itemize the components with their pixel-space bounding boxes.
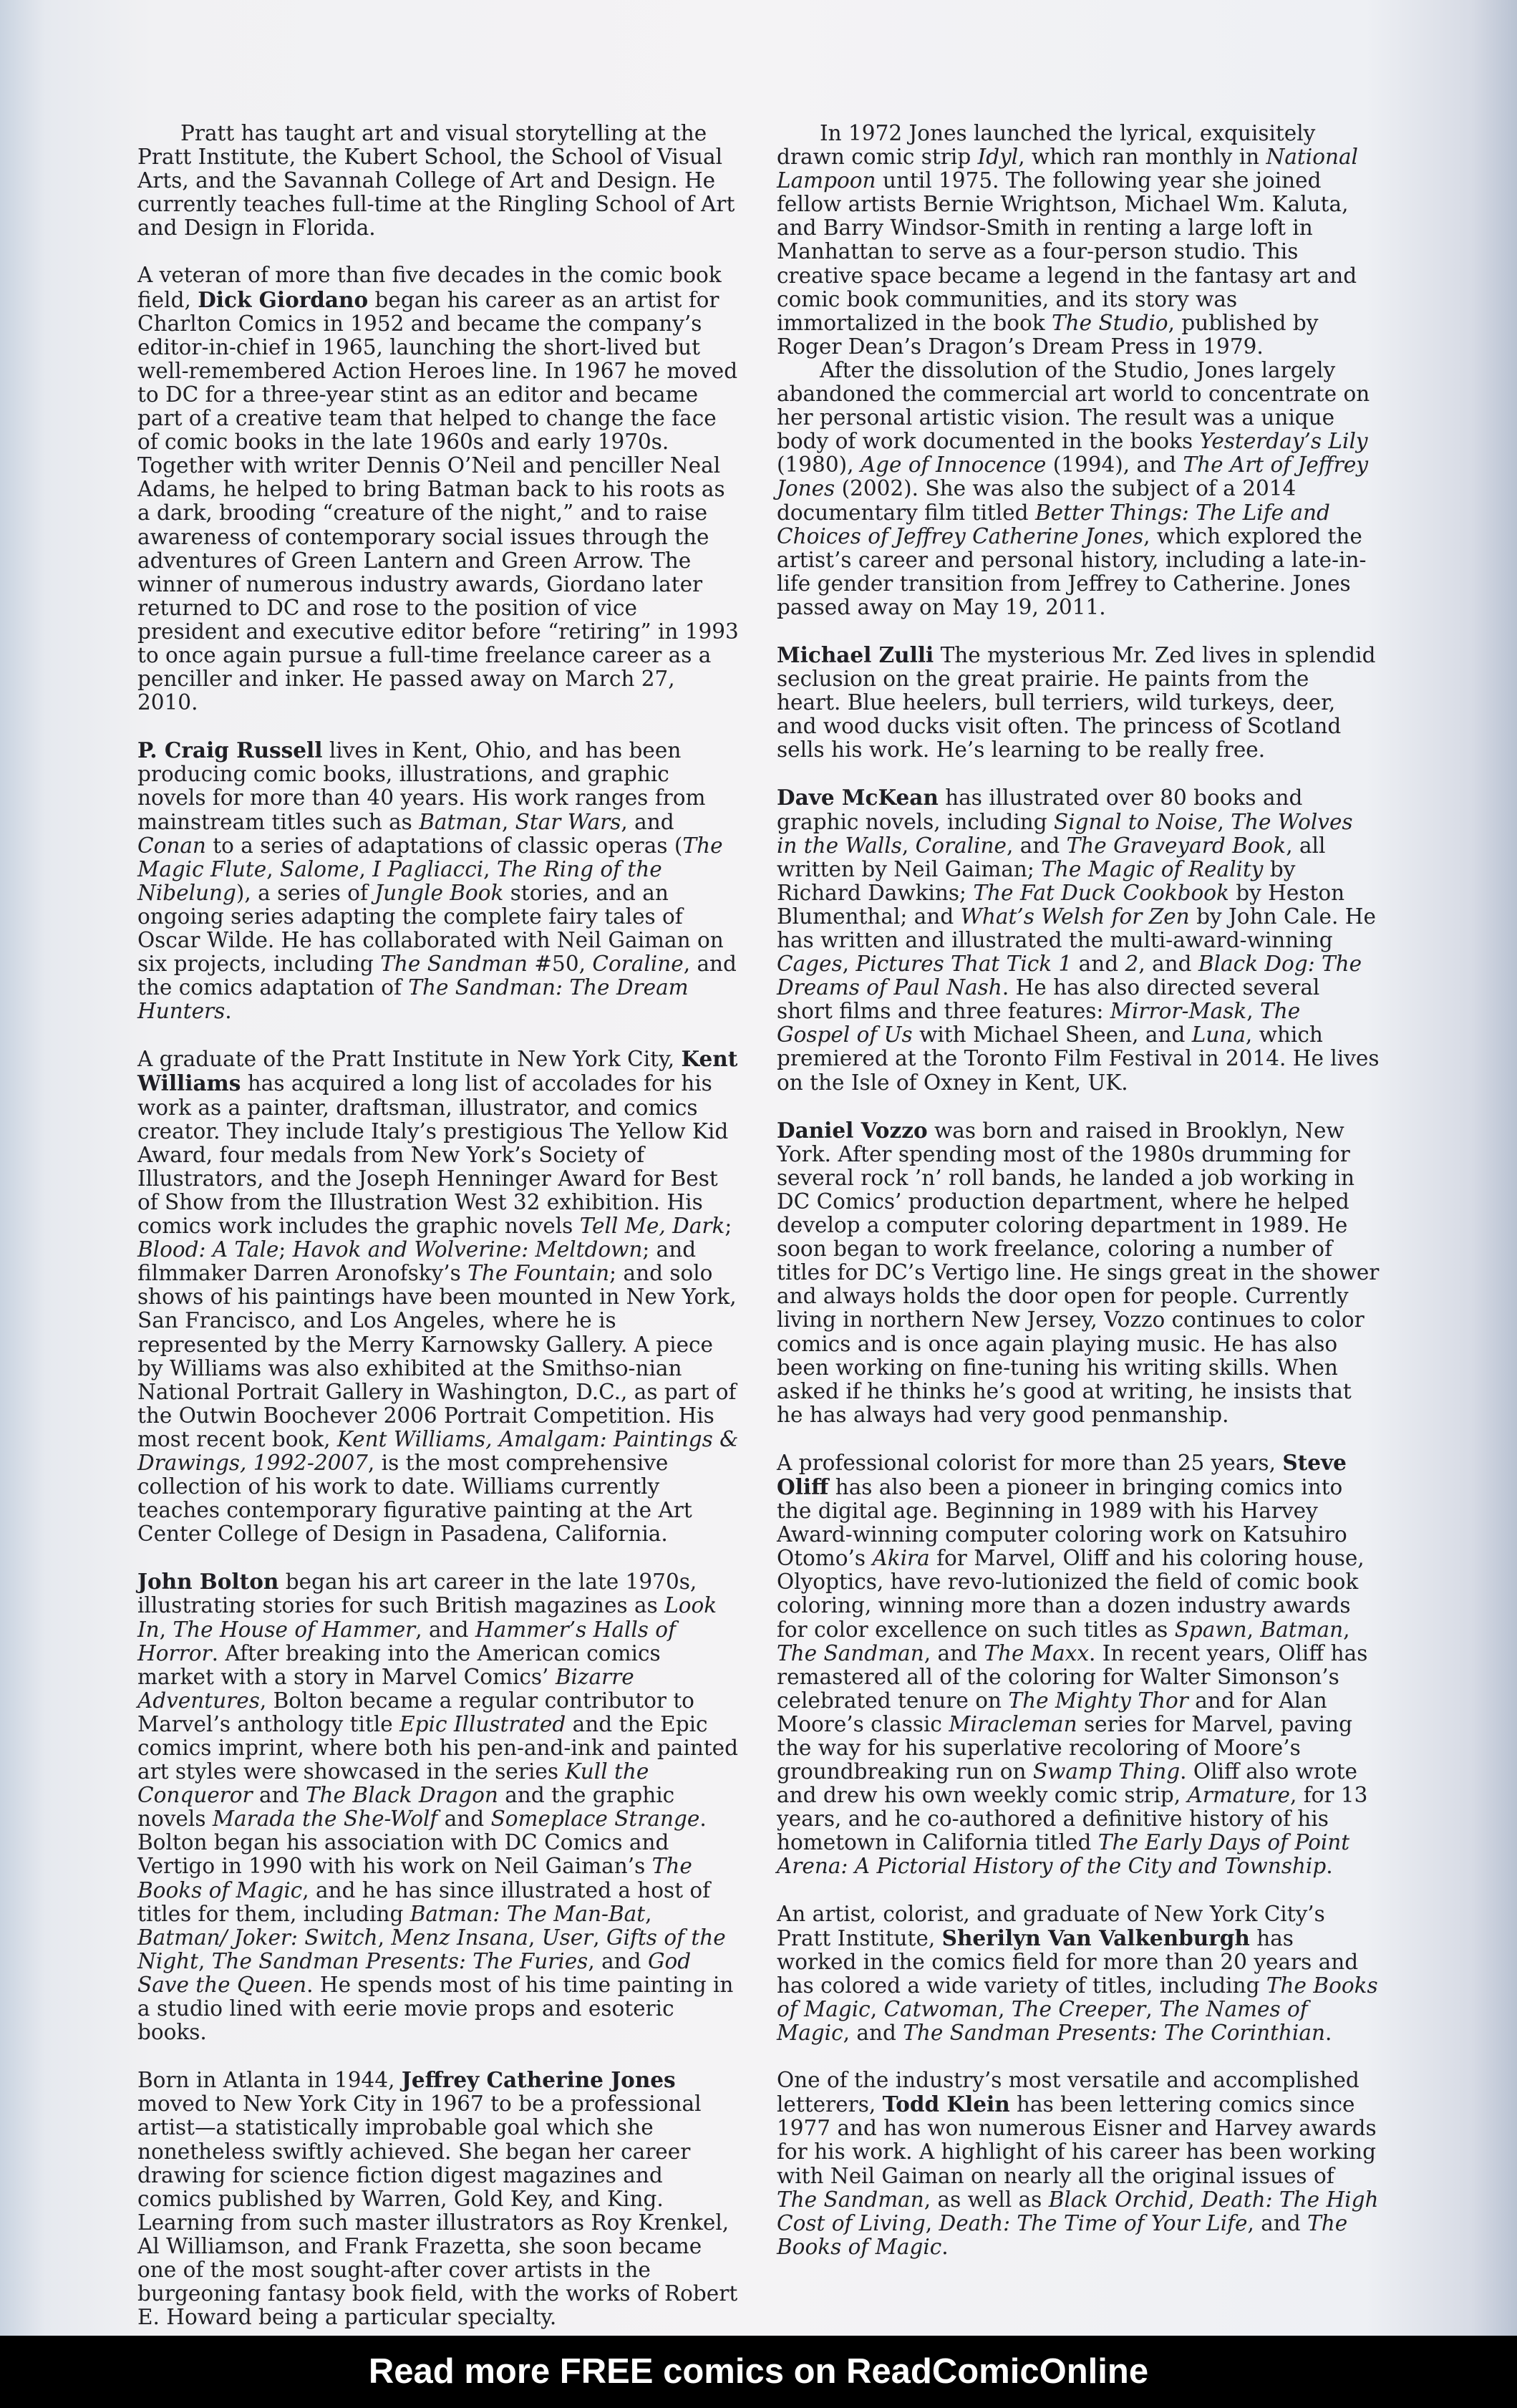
bio-todd-klein: One of the industry’s most versatile and accomplished letterers, Todd Klein has been lettering comics since 1977 and has won numerous Eisner and Harvey awards for his work. A highlight of his career has been working with Neil Gaiman on nearly all the original issues of The Sandman, as well as Black Orchid, Death: The High Cost of Living, Death: The Time of Your Life, and The Books of Magic.: [777, 2068, 1379, 2259]
bio-dick-giordano: A veteran of more than five decades in the comic book field, Dick Giordano began his career as an artist for Charlton Comics in 1952 and became the company’s editor-in-chief in 1965, launching the short-lived but well-remembered Action Heroes line. In 1967 he moved to DC for a three-year stint as an editor and became part of a creative team that helped to change the face of comic books in the late 1960s and early 1970s. Together with writer Dennis O’Neil and penciller Neal Adams, he helped to bring Batman back to his roots as a dark, brooding “creature of the night,” and to raise awareness of contemporary social issues through the adventures of Green Lantern and Green Arrow. The winner of numerous industry awards, Giordano later returned to DC and rose to the position of vice president and executive editor before “retiring” in 1993 to once again pursue a full-time freelance career as a penciller and inker. He passed away on March 27, 2010.: [137, 263, 739, 715]
name-daniel-vozzo: Daniel Vozzo: [777, 1117, 928, 1143]
bio-john-bolton: John Bolton began his art career in the late 1970s, illustrating stories for such British magazines as Look In, The House of Hammer, and Hammer’s Halls of Horror. After breaking into the American comics market with a story in Marvel Comics’ Bizarre Adventures, Bolton became a regular contributor to Marvel’s anthology title Epic Illustrated and the Epic comics imprint, where both his pen-and-ink and painted art styles were showcased in the series Kull the Conqueror and The Black Dragon and the graphic novels Marada the She-Wolf and Someplace Strange. Bolton began his association with DC Comics and Vertigo in 1990 with his work on Neil Gaiman’s The Books of Magic, and he has since illustrated a host of titles for them, including Batman: The Man-Bat, Batman/ Joker: Switch, Menz Insana, User, Gifts of the Night, The Sandman Presents: The Furies, and God Save the Queen. He spends most of his time painting in a studio lined with eerie movie props and esoteric books.: [137, 1569, 739, 2045]
bio-sherilyn-van-valkenburgh: An artist, colorist, and graduate of New York City’s Pratt Institute, Sherilyn Van Valkenburgh has worked in the comics field for more than 20 years and has colored a wide variety of titles, including The Books of Magic, Catwoman, The Creeper, The Names of Magic, and The Sandman Presents: The Corinthian.: [777, 1901, 1378, 2046]
bio-daniel-vozzo: Daniel Vozzo was born and raised in Brooklyn, New York. After spending most of the 1980s drumming for several rock ’n’ roll bands, he landed a job working in DC Comics’ production department, where he helped develop a computer coloring department in 1989. He soon began to work freelance, coloring a number of titles for DC’s Vertigo line. He sings great in the shower and always holds the door open for people. Currently living in northern New Jersey, Vozzo continues to color comics and is once again playing music. He has also been working on fine-tuning his writing skills. When asked if he thinks he’s good at writing, he insists that he has always had very good penmanship.: [777, 1117, 1380, 1427]
name-dave-mckean: Dave McKean: [777, 785, 939, 811]
name-steve-oliff: Steve Oliff: [777, 1449, 1347, 1499]
bio-p-craig-russell: P. Craig Russell lives in Kent, Ohio, and has been producing comic books, illustrations, and graphic novels for more than 40 years. His work ranges from mainstream titles such as Batman, Star Wars, and Conan to a series of adaptations of classic operas (The Magic Flute, Salome, I Pagliacci, The Ring of the Nibelung), a series of Jungle Book stories, and an ongoing series adapting the complete fairy tales of Oscar Wilde. He has collaborated with Neil Gaiman on six projects, including The Sandman #50, Coraline, and the comics adaptation of The Sandman: The Dream Hunters.: [137, 738, 737, 1024]
name-jeffrey-catherine-jones: Jeffrey Catherine Jones: [401, 2067, 676, 2093]
bio-dave-mckean: Dave McKean has illustrated over 80 books and graphic novels, including Signal to Noise, The Wolves in the Walls, Coraline, and The Graveyard Book, all written by Neil Gaiman; The Magic of Reality by Richard Dawkins; The Fat Duck Cookbook by Heston Blumenthal; and What’s Welsh for Zen by John Cale. He has written and illustrated the multi-award-winning Cages, Pictures That Tick 1 and 2, and Black Dog: The Dreams of Paul Nash. He has also directed several short films and three features: Mirror-Mask, The Gospel of Us with Michael Sheen, and Luna, which premiered at the Toronto Film Festival in 2014. He lives on the Isle of Oxney in Kent, UK.: [777, 785, 1380, 1095]
footer-text[interactable]: Read more FREE comics on ReadComicOnline: [368, 2352, 1149, 2391]
left-column: [137, 122, 740, 2329]
bio-steve-oliff: A professional colorist for more than 25 years, Steve Oliff has also been a pioneer in bringing comics into the digital age. Beginning in 1989 with his Harvey Award-winning computer coloring work on Katsuhiro Otomo’s Akira for Marvel, Oliff and his coloring house, Olyoptics, have revo-lutionized the field of comic book coloring, winning more than a dozen industry awards for color excellence on such titles as Spawn, Batman, The Sandman, and The Maxx. In recent years, Oliff has remastered all of the coloring for Walter Simonson’s celebrated tenure on The Mighty Thor and for Alan Moore’s classic Miracleman series for Marvel, paving the way for his superlative recoloring of Moore’s groundbreaking run on Swamp Thing. Oliff also wrote and drew his own weekly comic strip, Armature, for 13 years, and he co-authored a definitive history of his hometown in California titled The Early Days of Point Arena: A Pictorial History of the City and Township.: [777, 1449, 1368, 1879]
name-dick-giordano: Dick Giordano: [198, 286, 369, 312]
bio-kent-williams: A graduate of the Pratt Institute in New York City, Kent Williams has acquired a long list of accolades for his work as a painter, draftsman, illustrator, and comics creator. They include Italy’s prestigious The Yellow Kid Award, four medals from New York’s Society of Illustrators, and the Joseph Henninger Award for Best of Show from the Illustration West 32 exhibition. His comics work includes the graphic novels Tell Me, Dark; Blood: A Tale; Havok and Wolverine: Meltdown; and filmmaker Darren Aronofsky’s The Fountain; and solo shows of his paintings have been mounted in New York, San Francisco, and Los Angeles, where he is represented by the Merry Karnowsky Gallery. A piece by Williams was also exhibited at the Smithso-nian National Portrait Gallery in Washington, D.C., as part of the Outwin Boochever 2006 Portrait Competition. His most recent book, Kent Williams, Amalgam: Paintings & Drawings, 1992-2007, is the most comprehensive collection of his work to date. Williams currently teaches contemporary figurative painting at the Art Center College of Design in Pasadena, California.: [137, 1046, 739, 1547]
name-kent-williams: Kent Williams: [137, 1046, 738, 1096]
name-sherilyn-van-valkenburgh: Sherilyn Van Valkenburgh: [941, 1925, 1250, 1950]
name-john-bolton: John Bolton: [137, 1569, 279, 1595]
name-michael-zulli: Michael Zulli: [777, 642, 934, 667]
bio-jones-continued-2: After the dissolution of the Studio, Jones largely abandoned the commercial art world to concentrate on her personal artistic vision. The result was a unique body of work documented in the books Yesterday’s Lily (1980), Age of Innocence (1994), and The Art of Jeffrey Jones (2002). She was also the subject of a 2014 documentary film titled Better Things: The Life and Choices of Jeffrey Catherine Jones, which explored the artist’s career and personal history, including a late-in-life gender transition from Jeffrey to Catherine. Jones passed away on May 19, 2011.: [777, 357, 1370, 619]
bio-michael-zulli: Michael Zulli The mysterious Mr. Zed lives in splendid seclusion on the great prairie. He paints from the heart. Blue heelers, bull terriers, wild turkeys, deer, and wood ducks visit often. The princess of Scotland sells his work. He’s learning to be really free.: [777, 642, 1376, 763]
footer-banner[interactable]: [0, 2336, 1517, 2408]
right-column: [777, 122, 1380, 2259]
bio-jeffrey-catherine-jones: Born in Atlanta in 1944, Jeffrey Catherine Jones moved to New York City in 1967 to be a professional artist—a statistically improbable goal which she nonetheless swiftly achieved. She began her career drawing for science fiction digest magazines and comics published by Warren, Gold Key, and King. Learning from such master illustrators as Roy Krenkel, Al Williamson, and Frank Frazetta, she soon became one of the most sought-after cover artists in the burgeoning fantasy book field, with the works of Robert E. Howard being a particular specialty.: [137, 2067, 738, 2330]
name-p-craig-russell: P. Craig Russell: [137, 738, 323, 763]
bio-pratt: Pratt has taught art and visual storytelling at the Pratt Institute, the Kubert School, the School of Visual Arts, and the Savannah College of Art and Design. He currently teaches full-time at the Ringling School of Art and Design in Florida.: [137, 121, 735, 241]
name-todd-klein: Todd Klein: [882, 2092, 1010, 2117]
bio-jones-continued-1: In 1972 Jones launched the lyrical, exquisitely drawn comic strip Idyl, which ran monthly in National Lampoon until 1975. The following year she joined fellow artists Bernie Wrightson, Michael Wm. Kaluta, and Barry Windsor-Smith in renting a large loft in Manhattan to serve as a four-person studio. This creative space became a legend in the fantasy art and comic book communities, and its story was immortalized in the book The Studio, published by Roger Dean’s Dragon’s Dream Press in 1979.: [777, 121, 1358, 359]
